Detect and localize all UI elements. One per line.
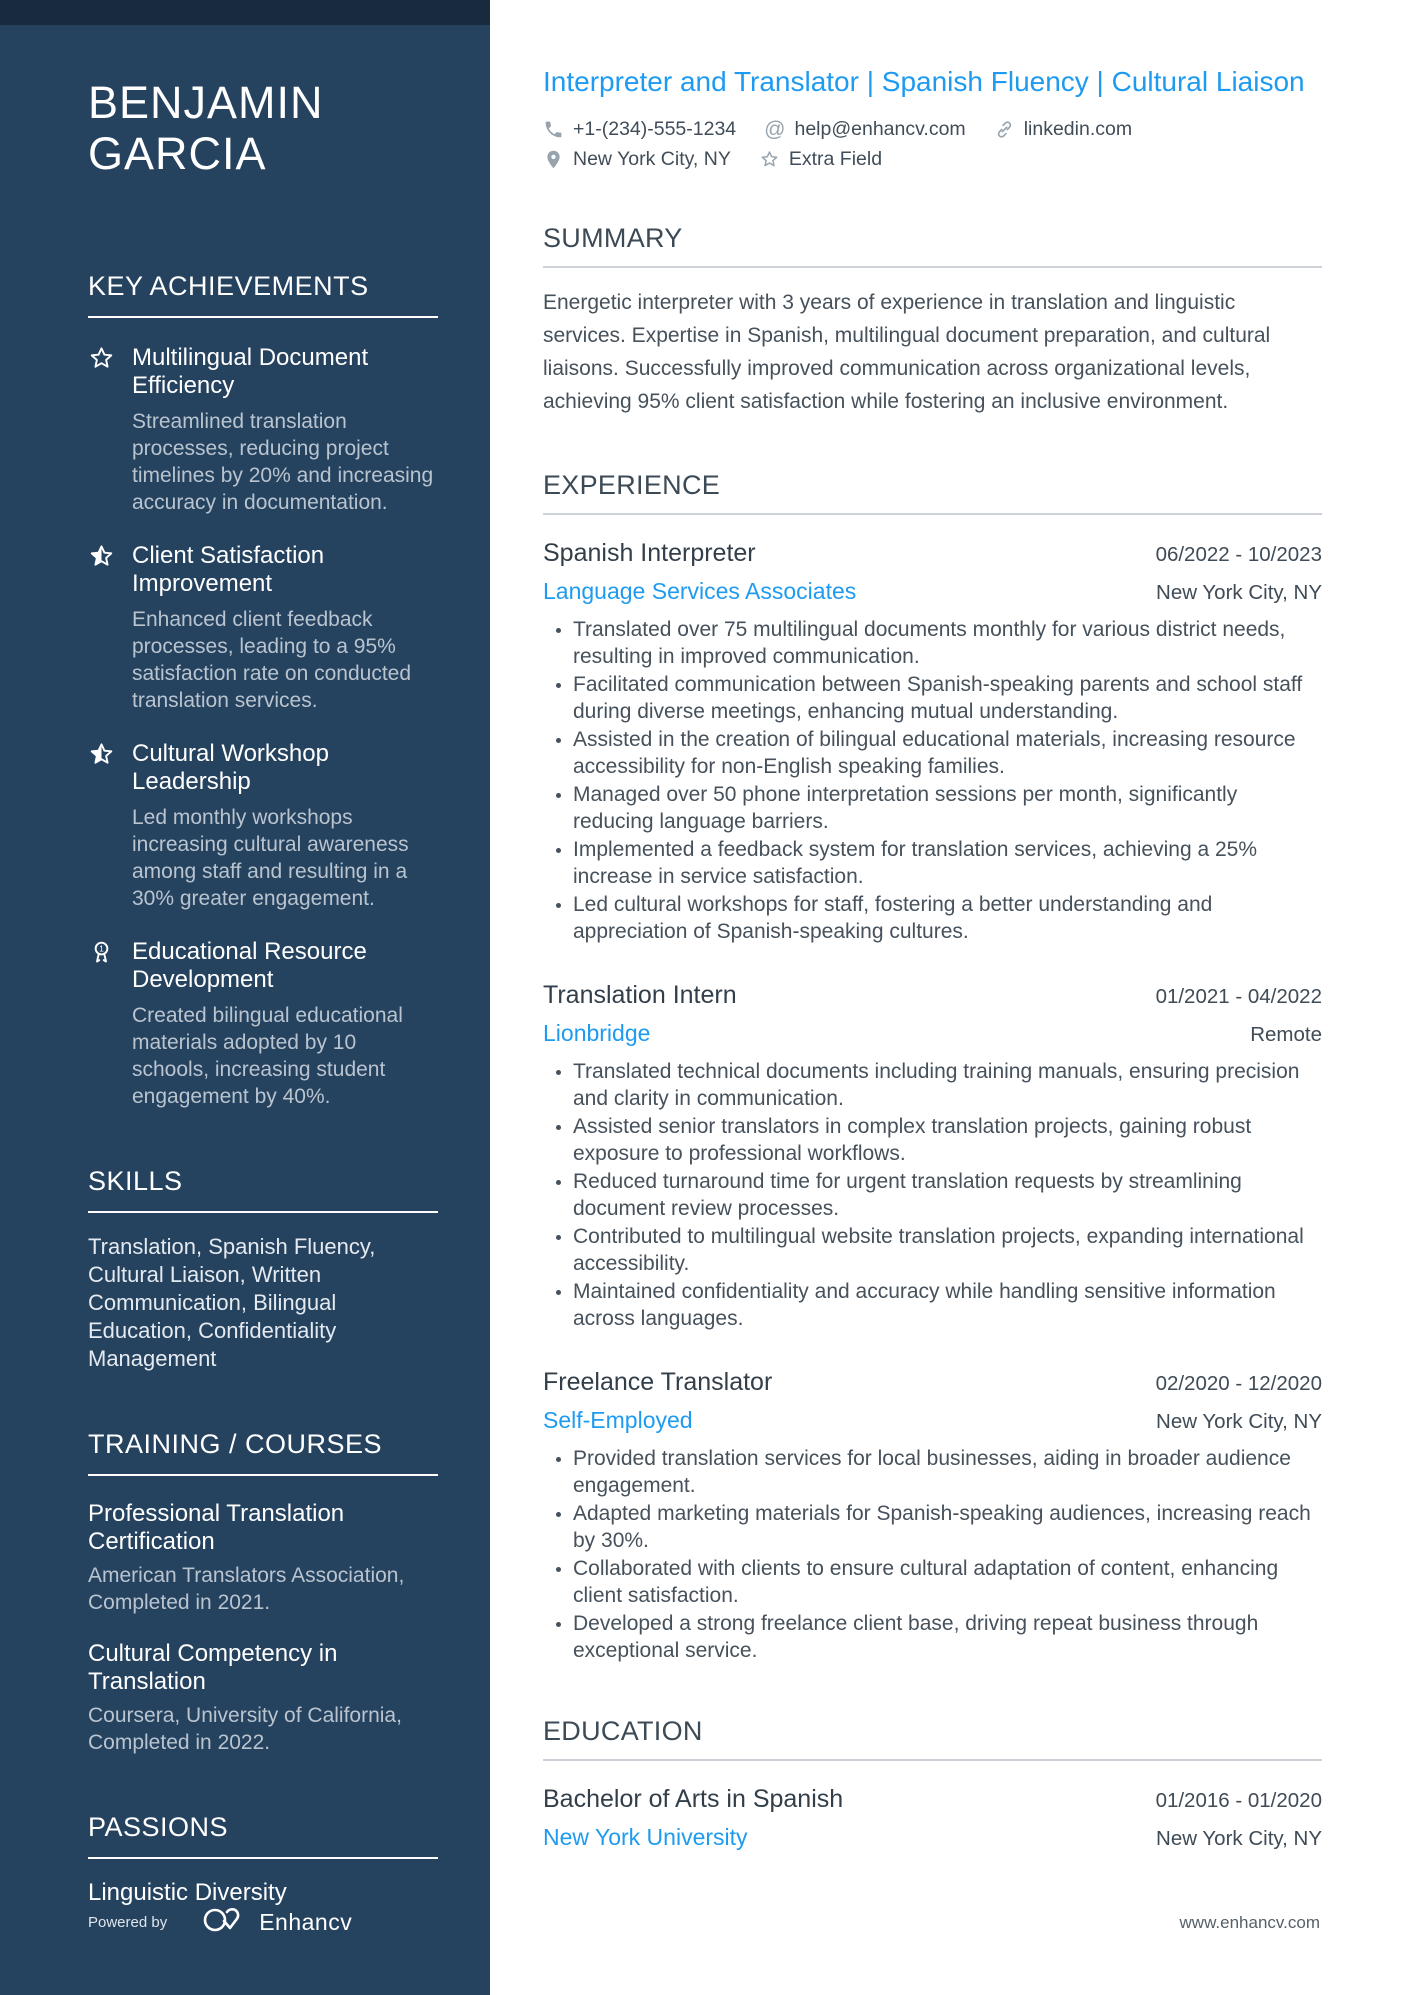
top-dark-bar (0, 0, 490, 25)
job-location: Remote (1250, 1023, 1322, 1046)
job-bullet: Implemented a feedback system for translation services, achieving a 25% increase in service satisfaction. (573, 837, 1322, 890)
passions-section (88, 1812, 438, 1907)
job-bullet: Reduced turnaround time for urgent translation requests by streamlining document review processes. (573, 1169, 1322, 1222)
summary-heading: SUMMARY (543, 223, 683, 253)
education-location: New York City, NY (1156, 1827, 1322, 1850)
sidebar-footer (88, 1904, 352, 1941)
extra-field-item (759, 148, 882, 171)
job-bullet-list (543, 1059, 1322, 1332)
job-bullet: Translated technical documents including training manuals, ensuring precision and clarity in communication. (573, 1059, 1322, 1112)
star-half-icon (88, 740, 115, 912)
phone-value: +1-(234)-555-1234 (573, 118, 737, 140)
job-entry (543, 1368, 1322, 1664)
phone-icon (543, 119, 564, 140)
key-achievements-section (88, 271, 438, 1110)
job-dates: 02/2020 - 12/2020 (1155, 1372, 1322, 1395)
job-location: New York City, NY (1156, 581, 1322, 604)
svg-text:1: 1 (99, 943, 104, 954)
job-bullet: Collaborated with clients to ensure cultural adaptation of content, enhancing client satisfaction. (573, 1556, 1322, 1609)
education-dates: 01/2016 - 01/2020 (1155, 1789, 1322, 1812)
job-bullet: Translated over 75 multilingual documents monthly for various district needs, resulting in improved communication. (573, 617, 1322, 670)
job-location: New York City, NY (1156, 1410, 1322, 1433)
section-divider (543, 266, 1322, 268)
company-link[interactable]: Language Services Associates (543, 578, 857, 604)
job-title: Translation Intern (543, 981, 737, 1009)
job-entry (543, 981, 1322, 1332)
link-icon (994, 119, 1015, 140)
school-link[interactable]: New York University (543, 1824, 748, 1850)
company-link[interactable]: Self-Employed (543, 1407, 693, 1433)
job-bullet: Assisted senior translators in complex translation projects, gaining robust exposure to professional workflows. (573, 1114, 1322, 1167)
achievement-description: Streamlined translation processes, reducing project timelines by 20% and increasing accuracy in documentation. (132, 410, 434, 514)
location-value: New York City, NY (573, 148, 731, 170)
sidebar (0, 0, 490, 1995)
achievement-description: Enhanced client feedback processes, leading to a 95% satisfaction rate on conducted translation services. (132, 608, 412, 712)
job-bullet: Developed a strong freelance client base, driving repeat business through exceptional service. (573, 1611, 1322, 1664)
job-bullet: Managed over 50 phone interpretation sessions per month, significantly reducing language barriers. (573, 782, 1322, 835)
section-divider (88, 1211, 438, 1213)
job-bullet: Facilitated communication between Spanish-speaking parents and school staff during diverse meetings, enhancing mutual understanding. (573, 672, 1322, 725)
course-title: Professional Translation Certification (88, 1500, 345, 1555)
achievement-description: Led monthly workshops increasing cultural awareness among staff and resulting in a 30% greater engagement. (132, 806, 409, 910)
job-entry (543, 539, 1322, 945)
enhancv-logo[interactable] (203, 1904, 352, 1941)
passions-heading: PASSIONS (88, 1812, 229, 1842)
skills-list: Translation, Spanish Fluency, Cultural Liaison, Written Communication, Bilingual Education, Confidentiality Management (88, 1234, 376, 1371)
achievement-item (88, 740, 438, 912)
job-bullet: Led cultural workshops for staff, fostering a better understanding and appreciation of Spanish-speaking cultures. (573, 892, 1322, 945)
passion-item: Linguistic Diversity (88, 1879, 287, 1906)
section-divider (543, 1759, 1322, 1761)
training-section (88, 1429, 438, 1756)
course-details: American Translators Association, Completed in 2021. (88, 1564, 405, 1614)
phone-item[interactable] (543, 118, 736, 141)
achievement-item (88, 344, 438, 516)
job-bullet: Maintained confidentiality and accuracy while handling sensitive information across languages. (573, 1279, 1322, 1332)
experience-heading: EXPERIENCE (543, 470, 721, 500)
job-title: Freelance Translator (543, 1368, 773, 1396)
achievement-item (88, 938, 438, 1110)
location-pin-icon (543, 149, 564, 170)
link-item[interactable] (994, 118, 1132, 141)
job-bullet: Adapted marketing materials for Spanish-speaking audiences, increasing reach by 30%. (573, 1501, 1322, 1554)
achievement-title: Cultural Workshop Leadership (132, 740, 329, 795)
education-section (543, 1716, 1322, 1851)
star-icon (759, 149, 780, 170)
powered-by-label: Powered by (88, 1914, 168, 1931)
star-outline-icon (88, 344, 115, 516)
education-entry (543, 1785, 1322, 1851)
job-dates: 01/2021 - 04/2022 (1155, 985, 1322, 1008)
job-bullet-list (543, 617, 1322, 945)
training-heading: TRAINING / COURSES (88, 1429, 383, 1459)
link-value: linkedin.com (1023, 118, 1133, 140)
skills-heading: SKILLS (88, 1166, 183, 1196)
enhancv-logo-icon (203, 1904, 249, 1941)
section-divider (88, 1857, 438, 1859)
email-value: help@enhancv.com (794, 118, 966, 140)
extra-field-value: Extra Field (788, 148, 883, 170)
section-divider (543, 513, 1322, 515)
contact-block (543, 118, 1322, 171)
candidate-name: BENJAMIN GARCIA (88, 77, 324, 179)
achievement-title: Educational Resource Development (132, 938, 367, 993)
course-title: Cultural Competency in Translation (88, 1640, 338, 1695)
key-achievements-heading: KEY ACHIEVEMENTS (88, 271, 369, 301)
section-divider (88, 1474, 438, 1476)
job-bullet-list (543, 1446, 1322, 1664)
job-bullet: Contributed to multilingual website translation projects, expanding international accessibility. (573, 1224, 1322, 1277)
skills-section (88, 1166, 438, 1373)
star-half-icon (88, 542, 115, 714)
location-item (543, 148, 731, 171)
enhancv-brand-text: Enhancv (259, 1909, 353, 1935)
achievement-description: Created bilingual educational materials adopted by 10 schools, increasing student engagement by 40%. (132, 1004, 403, 1108)
company-link[interactable]: Lionbridge (543, 1020, 651, 1046)
job-bullet: Assisted in the creation of bilingual educational materials, increasing resource accessibility for non-English speaking families. (573, 727, 1322, 780)
achievement-title: Client Satisfaction Improvement (132, 542, 325, 597)
enhancv-url[interactable]: www.enhancv.com (1179, 1913, 1320, 1932)
education-heading: EDUCATION (543, 1716, 703, 1746)
course-item (88, 1640, 438, 1756)
email-item[interactable] (764, 118, 966, 141)
experience-section (543, 470, 1322, 1664)
at-icon: @ (764, 118, 786, 141)
achievement-title: Multilingual Document Efficiency (132, 344, 369, 399)
job-bullet: Provided translation services for local businesses, aiding in broader audience engagement. (573, 1446, 1322, 1499)
course-details: Coursera, University of California, Completed in 2022. (88, 1704, 402, 1754)
job-title: Spanish Interpreter (543, 539, 756, 567)
achievement-item (88, 542, 438, 714)
course-item (88, 1500, 438, 1616)
resume-headline: Interpreter and Translator | Spanish Fluency | Cultural Liaison (543, 66, 1305, 97)
degree-title: Bachelor of Arts in Spanish (543, 1785, 844, 1813)
job-dates: 06/2022 - 10/2023 (1155, 543, 1322, 566)
medal-icon (88, 938, 115, 1110)
summary-text: Energetic interpreter with 3 years of experience in translation and linguistic services. Expertise in Spanish, multilingual document preparation, and cultural liaisons. Successfully improved communication across organizational levels, achieving 95% client satisfaction while fostering an inclusive environment. (543, 291, 1271, 413)
summary-section (543, 223, 1322, 418)
main-column (490, 0, 1410, 1995)
section-divider (88, 316, 438, 318)
